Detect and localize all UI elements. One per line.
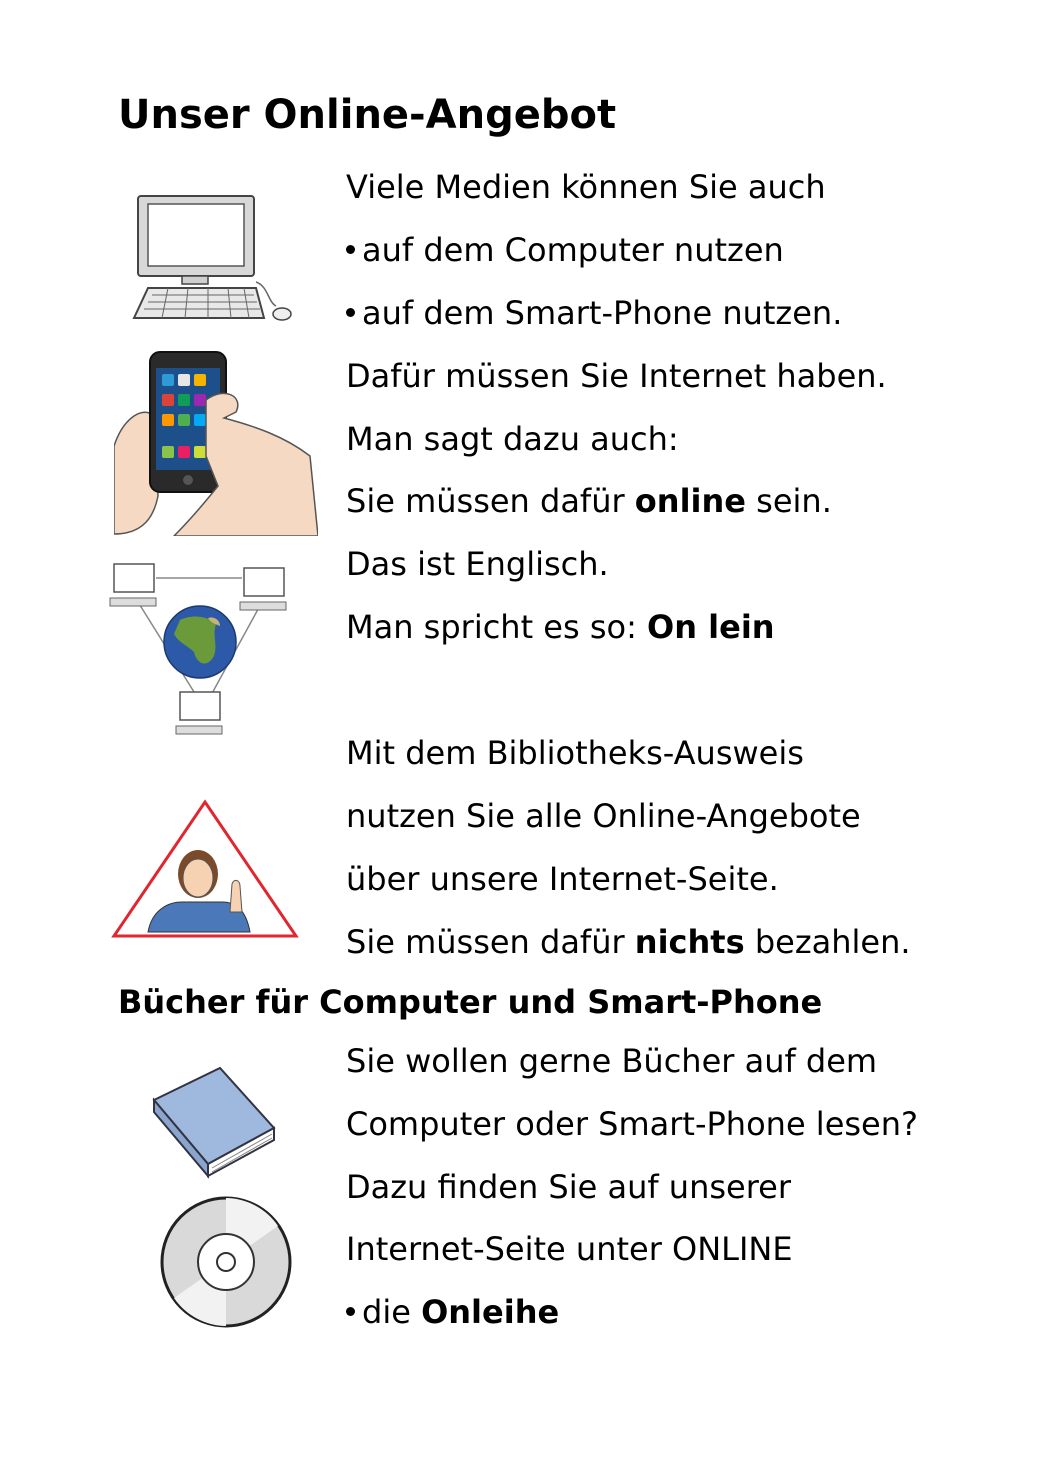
online-pre: Sie müssen dafür bbox=[346, 482, 625, 520]
onleihe-pre: die bbox=[362, 1293, 411, 1331]
internet-text: Dafür müssen Sie Internet haben. bbox=[346, 357, 887, 395]
warning-person-icon bbox=[110, 798, 300, 942]
ausweis-line-3: über unsere Internet-Seite. bbox=[346, 860, 779, 898]
bullet-onleihe bbox=[346, 1292, 559, 1332]
spricht-word: On lein bbox=[647, 608, 775, 646]
nichts-post: bezahlen. bbox=[754, 923, 911, 961]
ausweis-line-2: nutzen Sie alle Online-Angebote bbox=[346, 797, 861, 835]
bullet-dot bbox=[346, 1307, 355, 1316]
man-sagt-text: Man sagt dazu auch: bbox=[346, 420, 679, 458]
spricht-sentence bbox=[346, 607, 775, 647]
online-post: sein. bbox=[756, 482, 832, 520]
online-sentence bbox=[346, 481, 832, 521]
englisch-text: Das ist Englisch. bbox=[346, 545, 609, 583]
bullet-smartphone bbox=[346, 293, 842, 333]
onleihe-word: Onleihe bbox=[421, 1293, 560, 1331]
buecher-line-3: Dazu finden Sie auf unserer bbox=[346, 1168, 791, 1206]
ausweis-line-1: Mit dem Bibliotheks-Ausweis bbox=[346, 734, 804, 772]
cd-icon bbox=[158, 1194, 294, 1330]
bullet-dot bbox=[346, 245, 355, 254]
intro-text: Viele Medien können Sie auch bbox=[346, 168, 826, 206]
nichts-pre: Sie müssen dafür bbox=[346, 923, 625, 961]
online-word: online bbox=[634, 482, 746, 520]
nichts-sentence bbox=[346, 922, 911, 962]
network-globe-icon bbox=[108, 558, 308, 748]
bullet-smartphone-text: auf dem Smart-Phone nutzen. bbox=[362, 294, 843, 332]
buecher-line-1: Sie wollen gerne Bücher auf dem bbox=[346, 1042, 878, 1080]
bullet-dot bbox=[346, 308, 355, 317]
smartphone-icon bbox=[114, 346, 318, 536]
page-title: Unser Online-Angebot bbox=[118, 92, 617, 138]
bullet-computer-text: auf dem Computer nutzen bbox=[362, 231, 784, 269]
section-title-buecher: Bücher für Computer und Smart-Phone bbox=[118, 983, 823, 1021]
computer-icon bbox=[128, 190, 298, 330]
bullet-computer bbox=[346, 230, 784, 270]
buecher-line-2: Computer oder Smart-Phone lesen? bbox=[346, 1105, 918, 1143]
spricht-pre: Man spricht es so: bbox=[346, 608, 637, 646]
buecher-line-4: Internet-Seite unter ONLINE bbox=[346, 1230, 793, 1268]
book-icon bbox=[150, 1064, 280, 1184]
nichts-word: nichts bbox=[634, 923, 745, 961]
